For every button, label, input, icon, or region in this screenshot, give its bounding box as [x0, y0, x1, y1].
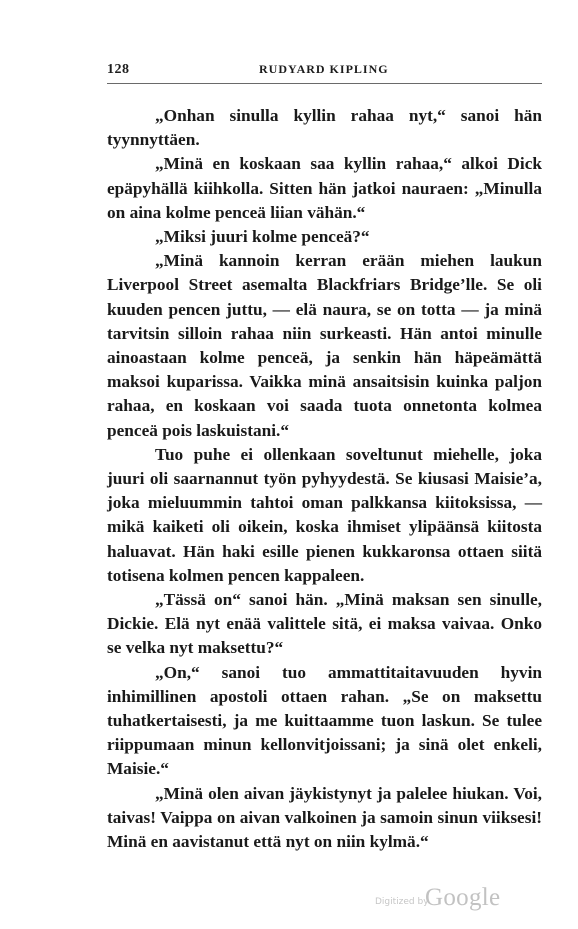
paragraph: „Tässä on“ sanoi hän. „Minä maksan sen sinulle, Dickie. Elä nyt enää valittele sitä, ei maksa vaivaa. Onko se velka nyt maksettu?“: [107, 590, 542, 658]
paragraph: „Minä en koskaan saa kyllin rahaa,“ alkoi Dick epäpyhällä kiihkolla. Sitten hän jatkoi nauraen: „Minulla on aina kolme penceä liian vähän.“: [107, 154, 542, 222]
page-number: 128: [107, 62, 130, 77]
paragraph: „Minä kannoin kerran erään miehen laukun Liverpool Street asemalta Blackfriars Bridge’lle. Se oli kuuden pencen juttu, — elä naura, se on totta — ja minä tarvitsin silloin rahaa niin surkeasti. Hän antoi minulle ainoastaan kolme penceä, ja senkin hän häpeämättä maksoi kuparissa. Vaikka minä ansaitsisin kuinka paljon rahaa, en koskaan voi saada tuota onnetonta kolmea penceä pois laskuistani.“: [107, 251, 542, 440]
running-head: RUDYARD KIPLING: [259, 62, 389, 76]
paragraph: „Onhan sinulla kyllin rahaa nyt,“ sanoi hän tyynnyttäen.: [107, 106, 542, 150]
body-text: [107, 104, 542, 854]
paragraph: „On,“ sanoi tuo ammattitaitavuuden hyvin inhimillinen apostoli ottaen rahan. „Se on maksettu tuhatkertaisesti, ja me kuittaamme tuon laskun. Se tulee riippumaan minun kellonvitjoissani; ja sinä olet enkeli, Maisie.“: [107, 662, 542, 779]
paragraph: „Miksi juuri kolme penceä?“: [155, 227, 370, 247]
header-rule: [107, 83, 542, 84]
page-header: [107, 62, 542, 82]
paragraph: „Minä olen aivan jäykistynyt ja palelee hiukan. Voi, taivas! Vaippa on aivan valkoinen ja samoin sinun viiksesi! Minä en aavistanut että nyt on niin kylmä.“: [107, 783, 542, 852]
paragraph: Tuo puhe ei ollenkaan soveltunut miehelle, joka juuri oli saarnannut työn pyhyydestä. Se kiusasi Maisie’a, joka mieluummin tahtoi oman palkkansa kiitoksissa, — mikä kaiketi oli oikein, koska ihmiset ylipäänsä kiitosta haluavat. Hän haki esille pienen kukkaronsa ottaen siitä totisena kolmen pencen kappaleen.: [107, 444, 542, 585]
digitization-watermark: [375, 886, 505, 914]
digitized-by-label: Digitized by: [375, 897, 429, 907]
google-logo: Google: [425, 884, 501, 911]
